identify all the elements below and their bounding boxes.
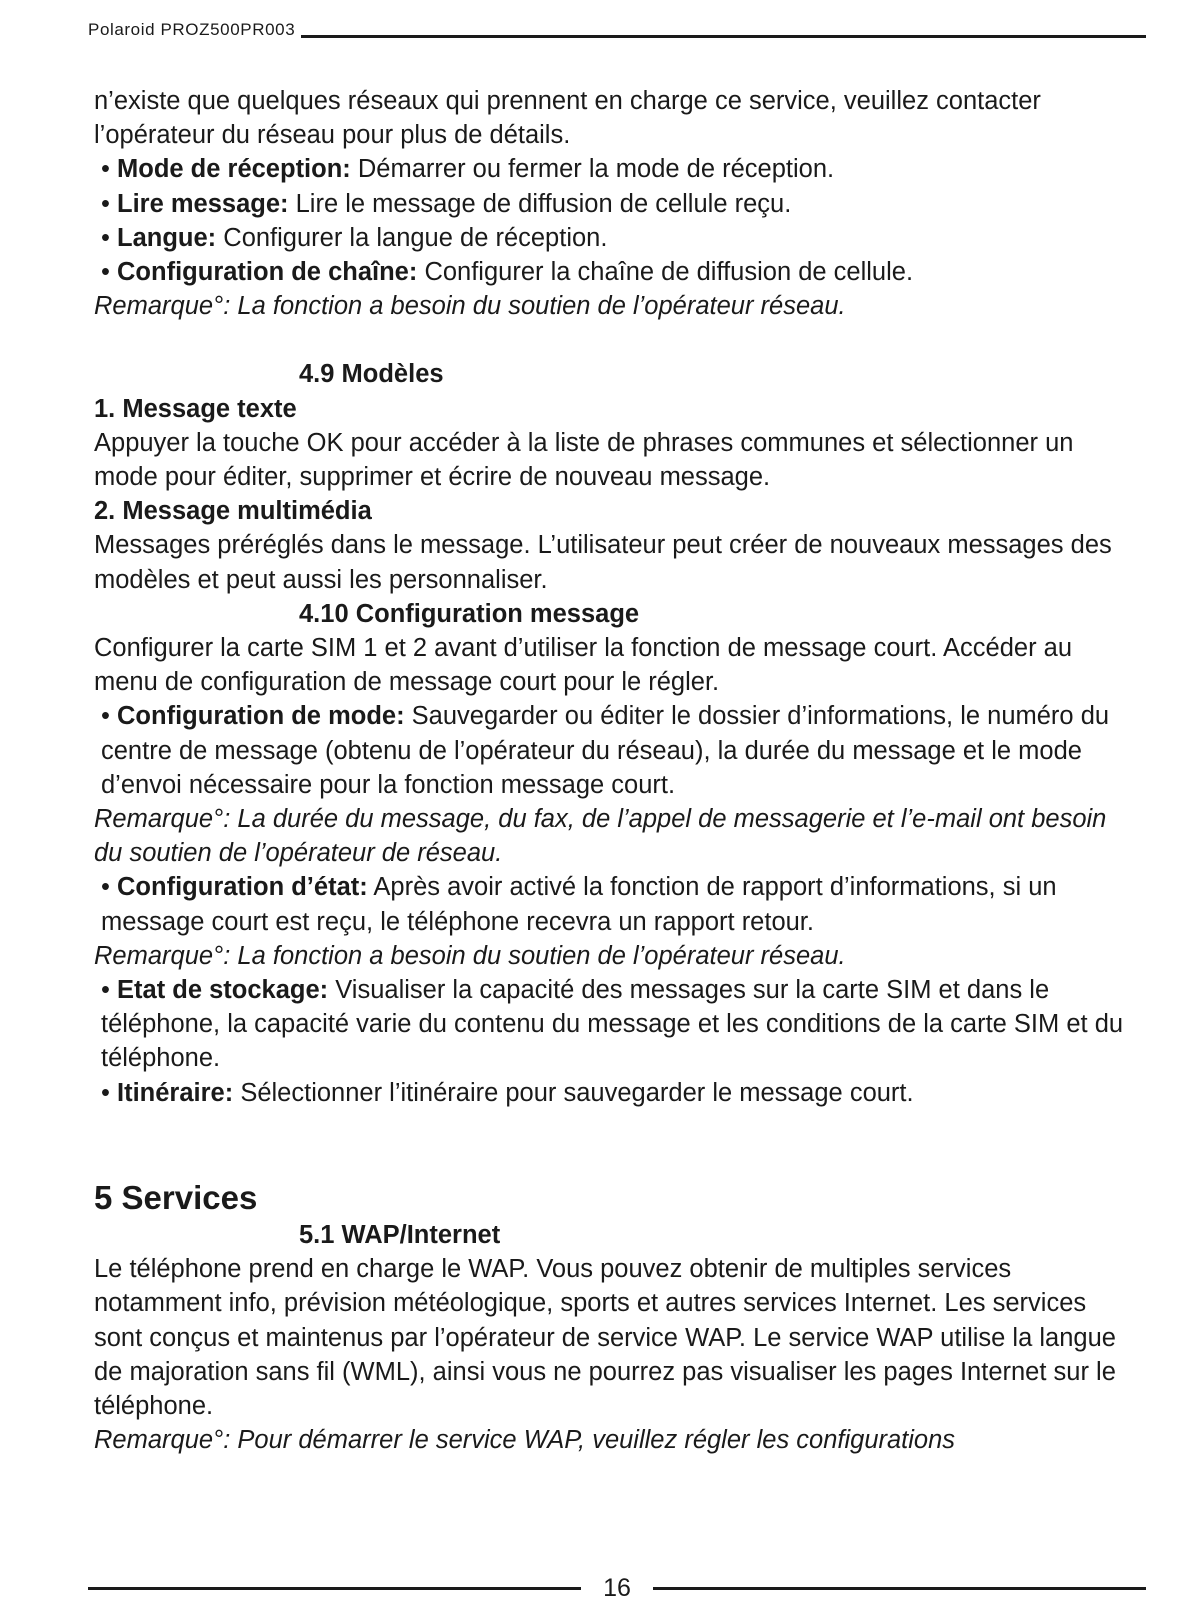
bullet-text: Configurer la chaîne de diffusion de cellule. bbox=[417, 258, 914, 287]
bullet-item: • Configuration de mode: Sauvegarder ou éditer le dossier d’informations, le numéro du centre de message (obtenu de l’opérateur du réseau), la durée du message et le mode d’envoi nécessaire pour la fonction message court. bbox=[101, 702, 1110, 799]
footer-rule-left bbox=[88, 1587, 581, 1590]
bullet-label: Configuration de mode: bbox=[117, 702, 405, 731]
bullet-item: • Lire message: Lire le message de diffusion de cellule reçu. bbox=[101, 189, 792, 218]
paragraph: Messages préréglés dans le message. L’utilisateur peut créer de nouveaux messages des modèles et peut aussi les personnaliser. bbox=[94, 531, 1112, 594]
spacer bbox=[94, 1110, 1139, 1178]
bullet-label: Etat de stockage: bbox=[117, 976, 329, 1005]
note: Remarque°: La durée du message, du fax, de l’appel de messagerie et l’e-mail ont besoin du soutien de l’opérateur de réseau. bbox=[94, 805, 1107, 868]
bullet-item: • Configuration d’état: Après avoir activé la fonction de rapport d’informations, si un message court est reçu, le téléphone recevra un rapport retour. bbox=[101, 873, 1057, 936]
bullet-text: Sélectionner l’itinéraire pour sauvegarder le message court. bbox=[233, 1078, 914, 1107]
bullet-item: • Itinéraire: Sélectionner l’itinéraire pour sauvegarder le message court. bbox=[101, 1078, 914, 1107]
bullet-text: Visualiser la capacité des messages sur la carte SIM et dans le téléphone, la capacité varie du contenu du message et les conditions de la carte SIM et du téléphone. bbox=[101, 976, 1124, 1073]
section-heading: 5.1 WAP/Internet bbox=[299, 1220, 501, 1249]
spacer bbox=[94, 323, 1139, 357]
bullet-item: • Mode de réception: Démarrer ou fermer la mode de réception. bbox=[101, 155, 835, 184]
page-footer bbox=[88, 1573, 1146, 1603]
bullet-label: Configuration de chaîne: bbox=[117, 258, 418, 287]
page-content bbox=[94, 84, 1139, 1457]
bullet-text: Après avoir activé la fonction de rapport d’informations, si un message court est reçu, le téléphone recevra un rapport retour. bbox=[101, 873, 1057, 936]
paragraph: Le téléphone prend en charge le WAP. Vous pouvez obtenir de multiples services notamment info, prévision météologique, sports et autres services Internet. Les services sont conçus et maintenus par l’opérateur de service WAP. Le service WAP utilise la langue de majoration sans fil (WML), ainsi vous ne pourrez pas visualiser les pages Internet sur le téléphone. bbox=[94, 1255, 1116, 1420]
bullet-item: • Etat de stockage: Visualiser la capacité des messages sur la carte SIM et dans le téléphone, la capacité varie du contenu du message et les conditions de la carte SIM et du téléphone. bbox=[101, 976, 1124, 1073]
bullet-text: Démarrer ou fermer la mode de réception. bbox=[350, 155, 835, 184]
paragraph: Appuyer la touche OK pour accéder à la liste de phrases communes et sélectionner un mode pour éditer, supprimer et écrire de nouveau message. bbox=[94, 428, 1074, 492]
paragraph: n’existe que quelques réseaux qui prennent en charge ce service, veuillez contacter l’opérateur du réseau pour plus de détails. bbox=[94, 87, 1041, 150]
bullet-label: Configuration d’état: bbox=[117, 873, 368, 902]
note: Remarque°: La fonction a besoin du soutien de l’opérateur réseau. bbox=[94, 292, 846, 321]
section-heading: 4.9 Modèles bbox=[299, 360, 444, 389]
bullet-text: Sauvegarder ou éditer le dossier d’informations, le numéro du centre de message (obtenu de l’opérateur du réseau), la durée du message et le mode d’envoi nécessaire pour la fonction message court. bbox=[101, 702, 1110, 799]
header-title: Polaroid PROZ500PR003 bbox=[88, 20, 296, 39]
bullet-text: Lire le message de diffusion de cellule reçu. bbox=[288, 189, 792, 218]
footer-rule-right bbox=[653, 1587, 1146, 1590]
subsection-heading: 2. Message multimédia bbox=[94, 497, 372, 526]
chapter-heading: 5 Services bbox=[94, 1178, 258, 1216]
bullet-text: Configurer la langue de réception. bbox=[216, 223, 608, 252]
page-header bbox=[88, 20, 1146, 40]
page-number: 16 bbox=[603, 1574, 631, 1602]
bullet-label: Itinéraire: bbox=[117, 1078, 234, 1107]
bullet-label: Lire message: bbox=[117, 189, 289, 218]
bullet-item: • Langue: Configurer la langue de réception. bbox=[101, 223, 608, 252]
bullet-label: Langue: bbox=[117, 223, 217, 252]
header-rule bbox=[301, 35, 1146, 38]
section-heading: 4.10 Configuration message bbox=[299, 599, 640, 628]
paragraph: Configurer la carte SIM 1 et 2 avant d’utiliser la fonction de message court. Accéder au menu de configuration de message court pour le régler. bbox=[94, 634, 1073, 697]
subsection-heading: 1. Message texte bbox=[94, 394, 297, 423]
bullet-label: Mode de réception: bbox=[117, 155, 351, 184]
note: Remarque°: La fonction a besoin du soutien de l’opérateur réseau. bbox=[94, 941, 846, 970]
bullet-item: • Configuration de chaîne: Configurer la chaîne de diffusion de cellule. bbox=[101, 258, 914, 287]
note: Remarque°: Pour démarrer le service WAP, veuillez régler les configurations bbox=[94, 1426, 956, 1455]
